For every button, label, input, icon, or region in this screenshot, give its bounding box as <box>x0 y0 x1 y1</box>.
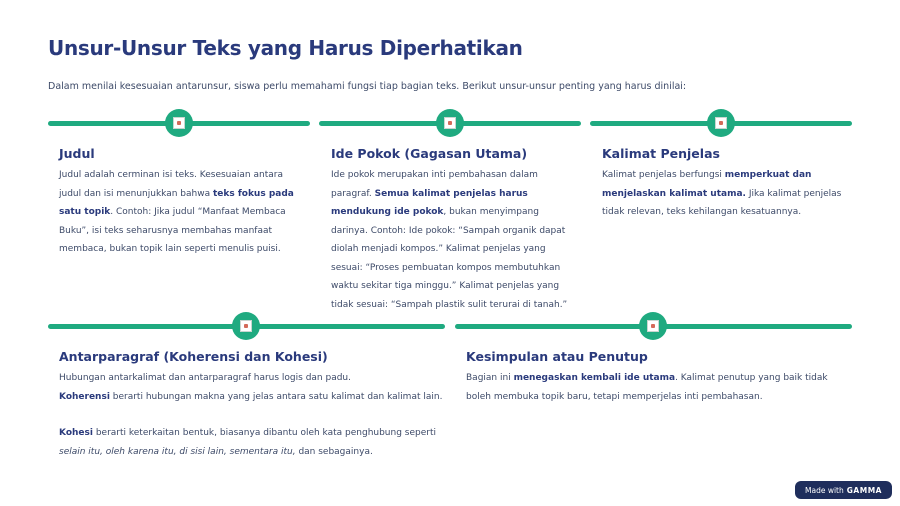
text-run: berarti keterkaitan bentuk, biasanya dibantu oleh kata penghubung seperti <box>92 428 436 438</box>
emphasis-text: menegaskan kembali ide utama <box>513 373 676 383</box>
section-title: Kesimpulan atau Penutup <box>466 349 648 364</box>
text-run: berarti hubungan makna yang jelas antara satu kalimat dan kalimat lain. <box>109 391 443 402</box>
section-title: Antarparagraf (Koherensi dan Kohesi) <box>59 349 328 364</box>
section-icon <box>232 312 260 340</box>
text-run: Ide pokok merupakan inti pembahasan dalam paragraf. <box>331 170 538 199</box>
text-run: Bagian ini <box>466 373 514 383</box>
gamma-logo: GAMMA <box>846 485 882 495</box>
emphasis-text: teks fokus pada satu topik <box>59 188 294 217</box>
emphasis-text: Kohesi <box>59 428 93 438</box>
emphasis-text: memperkuat dan menjelaskan kalimat utama. <box>602 170 812 199</box>
section-icon <box>639 312 667 340</box>
section-icon <box>436 109 464 137</box>
section-body <box>59 166 299 259</box>
section-icon <box>707 109 735 137</box>
section-body <box>466 369 851 406</box>
text-run: , bukan menyimpang darinya. Contoh: Ide pokok: “Sampah organik dapat diolah menjadi kompos.” Kalimat penjelas yang sesuai: “Proses pembuatan kompos membutuhkan waktu sekitar tiga minggu.” Kalimat penjelas yang tidak sesuai: “Sampah plastik sulit terurai di tanah.” <box>331 207 568 310</box>
section-paragraph <box>59 388 444 407</box>
section-ide-pokok <box>331 146 571 314</box>
section-paragraph <box>59 424 444 461</box>
made-with-gamma-badge[interactable] <box>795 481 892 499</box>
emphasis-text: Koherensi <box>59 391 110 402</box>
emphasis-text: Semua kalimat penjelas harus mendukung ide pokok <box>331 188 528 217</box>
section-kalimat-penjelas <box>602 146 842 222</box>
section-title: Kalimat Penjelas <box>602 146 720 161</box>
section-paragraph <box>59 369 444 388</box>
section-icon <box>165 109 193 137</box>
intro-text: Dalam menilai kesesuaian antarunsur, siswa perlu memahami fungsi tiap bagian teks. Berikut unsur-unsur penting yang harus dinilai: <box>48 81 687 92</box>
badge-prefix: Made with <box>805 485 844 495</box>
text-run: Jika kalimat penjelas tidak relevan, teks kehilangan kesatuannya. <box>602 188 842 217</box>
section-title: Ide Pokok (Gagasan Utama) <box>331 146 528 161</box>
section-title: Judul <box>59 146 95 161</box>
section-kesimpulan <box>466 349 851 406</box>
section-antarparagraf <box>59 349 444 461</box>
section-body <box>331 166 571 314</box>
page-title: Unsur-Unsur Teks yang Harus Diperhatikan <box>48 36 523 60</box>
italic-text: selain itu, oleh karena itu, di sisi lain, sementara itu, <box>59 446 296 457</box>
text-run: Kalimat penjelas berfungsi <box>602 170 725 180</box>
text-run: Judul adalah cerminan isi teks. Kesesuaian antara judul dan isi menunjukkan bahwa <box>59 170 283 199</box>
section-judul <box>59 146 299 259</box>
text-run: dan sebagainya. <box>295 446 373 457</box>
section-body <box>602 166 842 222</box>
text-run: . Contoh: Jika judul “Manfaat Membaca Buku”, isi teks seharusnya membahas manfaat membaca, bukan topik lain seperti menulis puisi. <box>59 207 286 254</box>
text-run: . Kalimat penutup yang baik tidak boleh membuka topik baru, tetapi memperjelas inti pembahasan. <box>466 373 828 402</box>
text-run: Hubungan antarkalimat dan antarparagraf harus logis dan padu. <box>59 373 351 383</box>
